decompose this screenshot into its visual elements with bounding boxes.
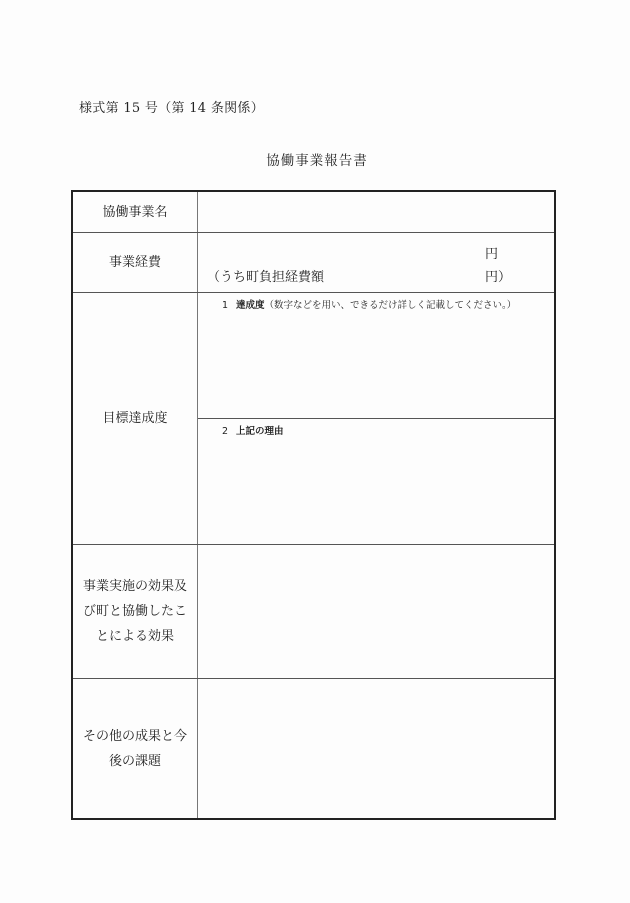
- town-share-yen-label: 円）: [485, 270, 512, 285]
- achievement-heading: 1 達成度（数字などを用い、できるだけ詳しく記載してください。）: [222, 300, 517, 311]
- form-number: 様式第 15 号（第 14 条関係）: [79, 101, 265, 116]
- cost-yen-label: 円: [485, 247, 499, 262]
- label-effects: 事業実施の効果及 び町と協働したこ とによる効果: [82, 579, 187, 644]
- label-other-results: その他の成果と今 後の課題: [82, 728, 187, 769]
- achievement-field[interactable]: [198, 312, 554, 417]
- label-goal-achievement: 目標達成度: [102, 411, 168, 426]
- document-title: 協働事業報告書: [266, 153, 368, 169]
- reason-heading: 2 上記の理由: [222, 426, 284, 437]
- project-name-field[interactable]: [198, 192, 554, 232]
- reason-field[interactable]: [198, 438, 554, 543]
- label-project-cost: 事業経費: [108, 255, 161, 270]
- report-table: [71, 190, 556, 820]
- label-project-name: 協働事業名: [102, 204, 168, 220]
- effects-field[interactable]: [198, 545, 554, 678]
- sub-row-divider: [198, 418, 554, 419]
- other-results-field[interactable]: [198, 679, 554, 818]
- town-share-label: （うち町負担経費額: [207, 270, 325, 285]
